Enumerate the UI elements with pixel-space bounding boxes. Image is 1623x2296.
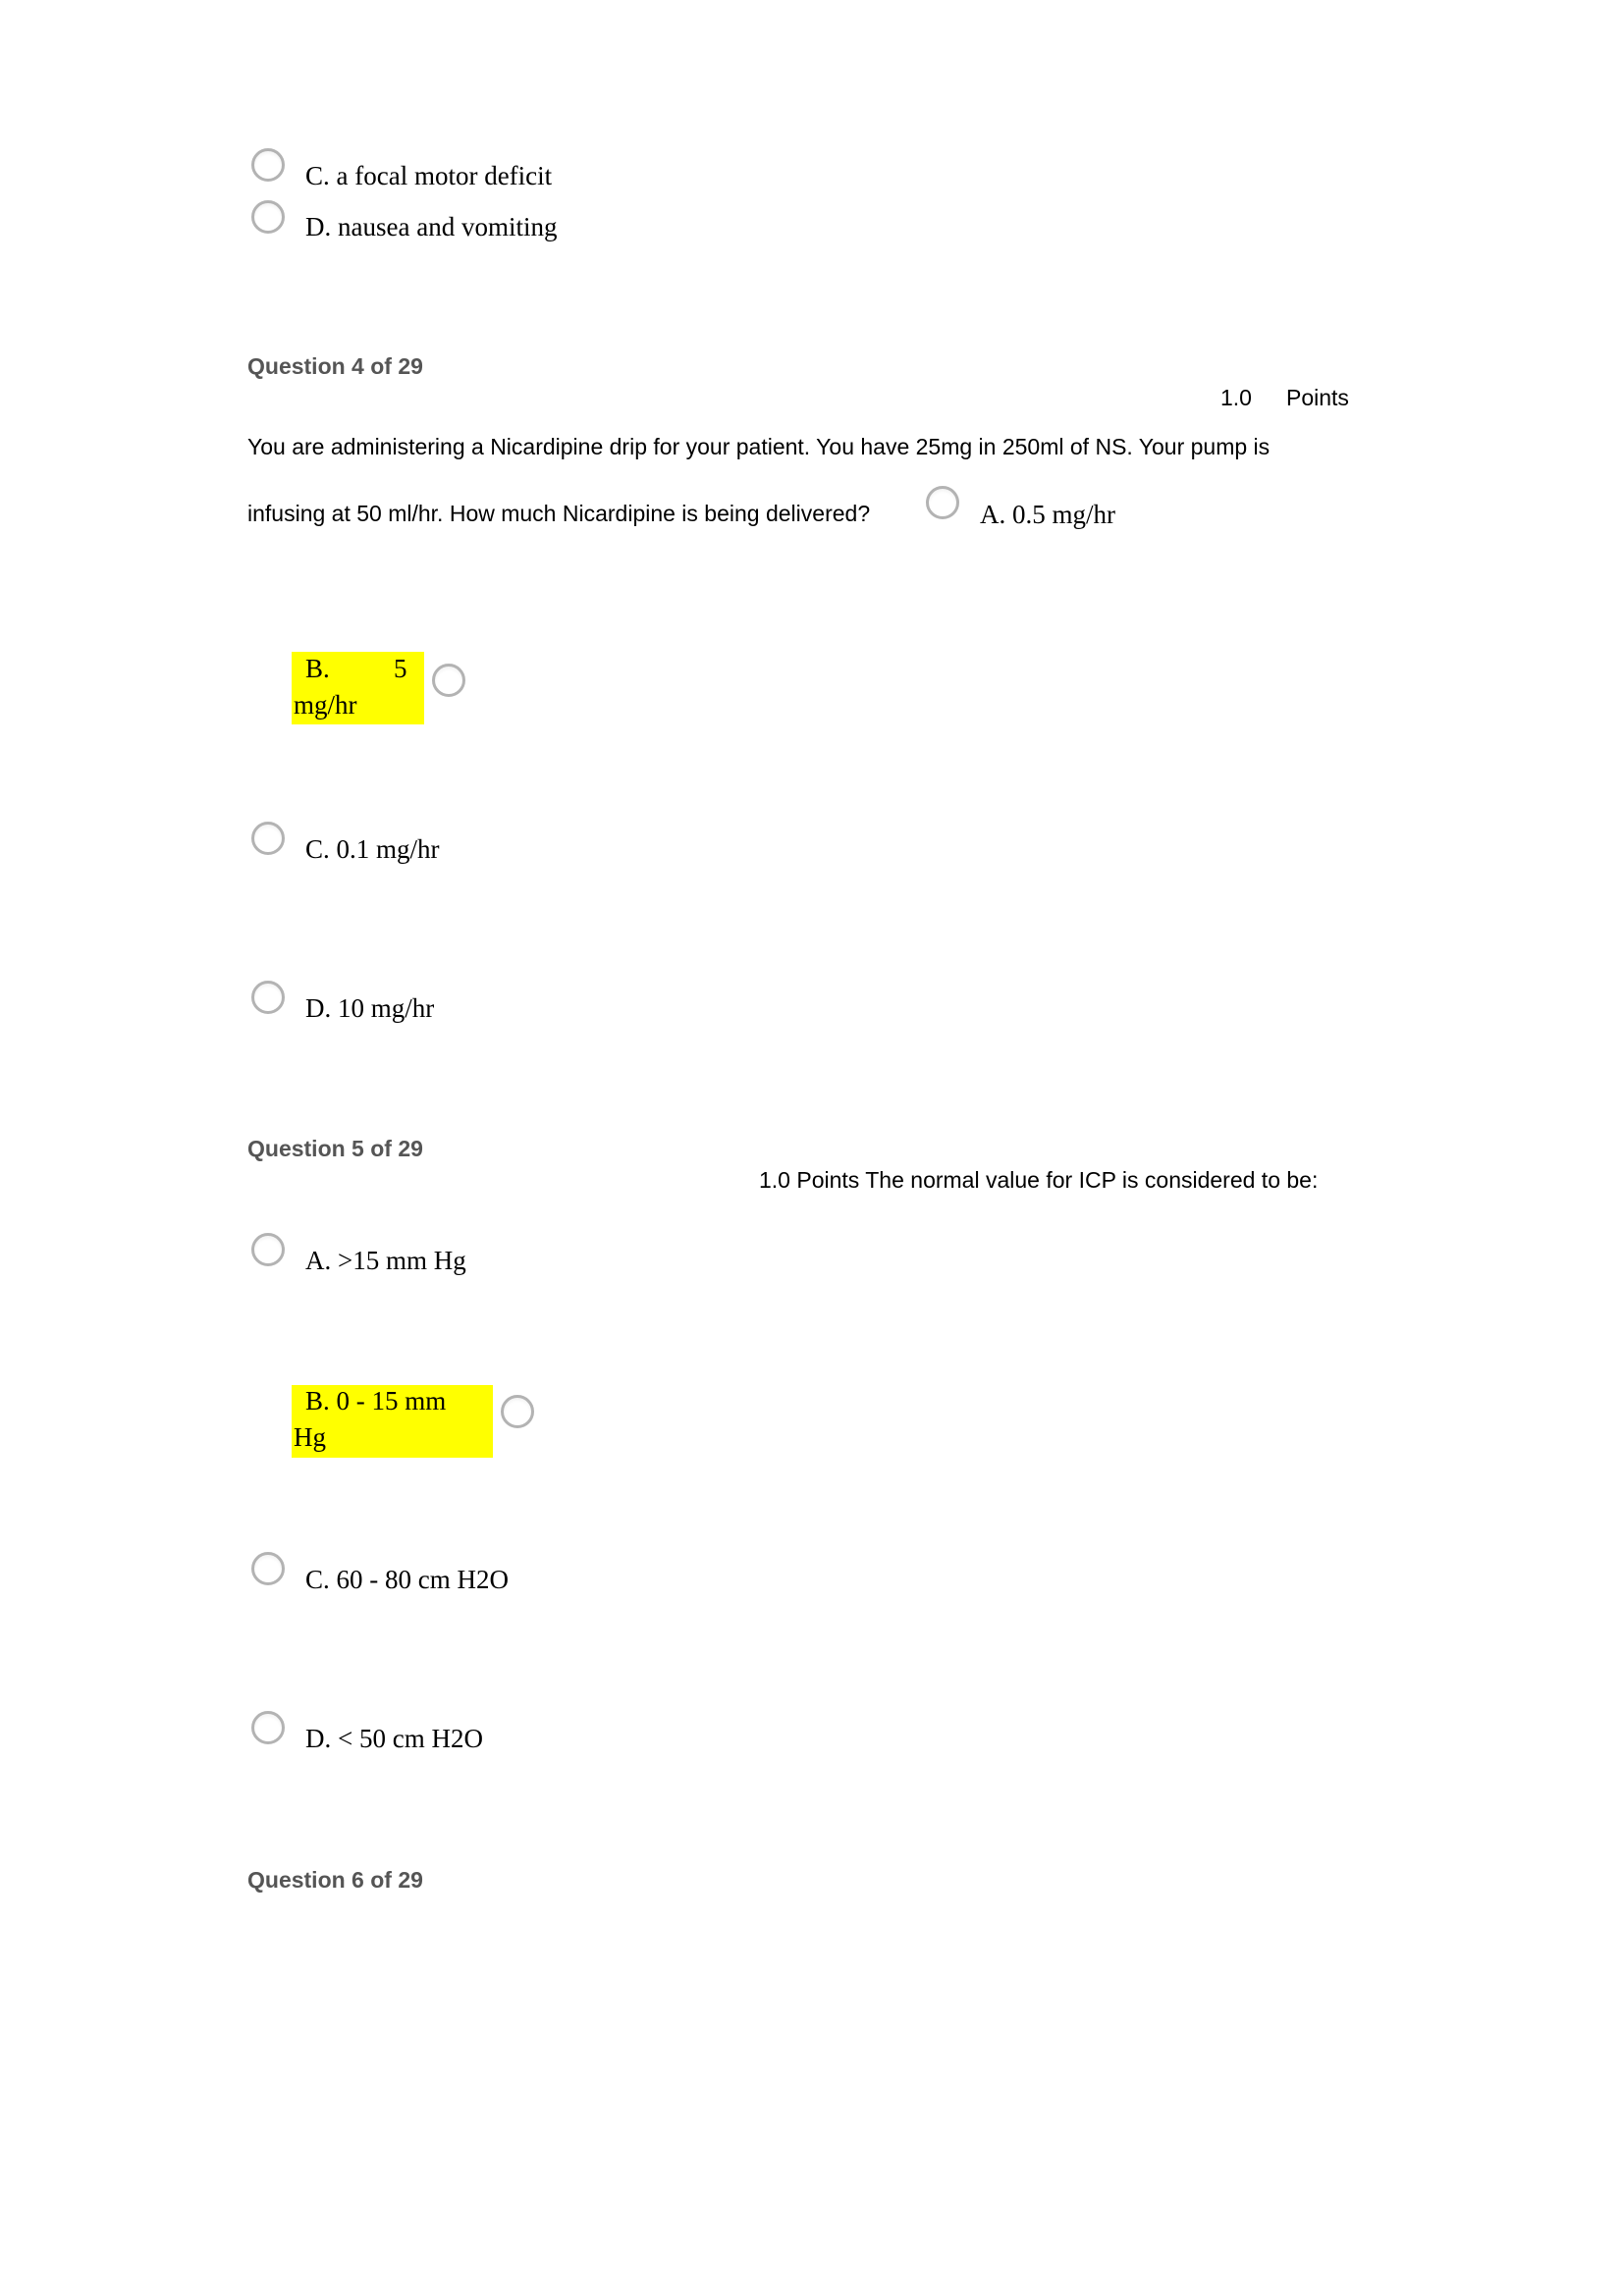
q4-option-a-label: A. 0.5 mg/hr <box>980 500 1115 529</box>
q5-option-d-label: D. < 50 cm H2O <box>305 1724 483 1753</box>
q5-option-b-line2: Hg <box>294 1422 326 1452</box>
q4-option-c-radio[interactable] <box>251 822 285 855</box>
q4-points-label: Points <box>1286 385 1349 410</box>
q3-option-c-label: C. a focal motor deficit <box>305 161 553 190</box>
q4-points-value: 1.0 <box>1220 385 1252 410</box>
q4-option-b-unit: mg/hr <box>294 690 357 720</box>
q4-option-a-radio[interactable] <box>926 486 959 519</box>
q5-option-a-radio[interactable] <box>251 1233 285 1266</box>
q5-option-c-radio[interactable] <box>251 1552 285 1585</box>
q5-option-b-radio[interactable] <box>501 1395 534 1428</box>
q4-option-b-value: 5 <box>394 654 407 683</box>
q4-prompt-line1: You are administering a Nicardipine drip for your patient. You have 25mg in 250ml of NS. Your pump is <box>247 434 1271 459</box>
q5-option-b-line1: B. 0 - 15 mm <box>305 1386 447 1415</box>
q4-option-d-radio[interactable] <box>251 981 285 1014</box>
q5-option-a-label: A. >15 mm Hg <box>305 1246 466 1275</box>
q4-prompt-line2: infusing at 50 ml/hr. How much Nicardipine is being delivered? <box>247 501 871 526</box>
q5-option-c-label: C. 60 - 80 cm H2O <box>305 1565 509 1594</box>
q4-option-d-label: D. 10 mg/hr <box>305 993 435 1023</box>
q4-heading: Question 4 of 29 <box>247 353 423 379</box>
q4-option-b-letter: B. <box>305 654 330 683</box>
q3-option-d-radio[interactable] <box>251 200 285 234</box>
q5-points-and-prompt: 1.0 Points The normal value for ICP is considered to be: <box>759 1167 1319 1193</box>
q5-option-d-radio[interactable] <box>251 1711 285 1744</box>
q3-option-c-radio[interactable] <box>251 148 285 182</box>
q6-heading: Question 6 of 29 <box>247 1867 423 1893</box>
q3-option-d-label: D. nausea and vomiting <box>305 212 558 241</box>
q4-option-b-radio[interactable] <box>432 664 465 697</box>
q4-option-c-label: C. 0.1 mg/hr <box>305 834 440 864</box>
q5-heading: Question 5 of 29 <box>247 1136 423 1161</box>
